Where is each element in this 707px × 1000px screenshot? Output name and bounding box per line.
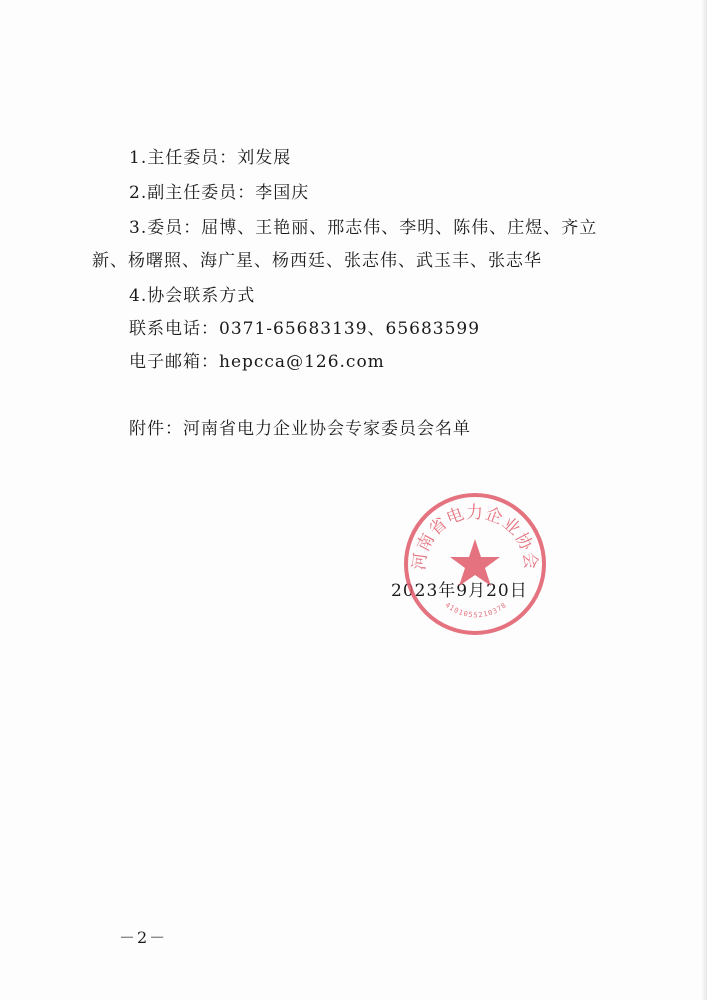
page-number: －2－ [119, 928, 168, 947]
deputy-director-line: 2.副主任委员：李国庆 [129, 183, 310, 203]
signature-date: 2023年9月20日 [391, 581, 528, 601]
contact-email: 电子邮箱：hepcca@126.com [129, 352, 385, 372]
contact-heading: 4.协会联系方式 [129, 286, 256, 306]
contact-phone: 联系电话：0371-65683139、65683599 [129, 319, 481, 339]
members-line-2: 新、杨曙照、海广星、杨西廷、张志伟、武玉丰、张志华 [92, 251, 542, 271]
official-seal [400, 489, 550, 639]
director-line: 1.主任委员：刘发展 [129, 148, 292, 168]
seal-code: 4101055210378 [443, 601, 509, 620]
seal-org-name: 河南省电力企业协会 [409, 502, 541, 572]
page-edge-shadow [701, 0, 707, 1000]
seal-star-icon [450, 539, 500, 586]
members-line-1: 3.委员：屈博、王艳丽、邢志伟、李明、陈伟、庄煜、齐立 [129, 218, 598, 238]
attachment-line: 附件：河南省电力企业协会专家委员会名单 [129, 419, 471, 439]
svg-text:4101055210378 [444, 601, 509, 619]
